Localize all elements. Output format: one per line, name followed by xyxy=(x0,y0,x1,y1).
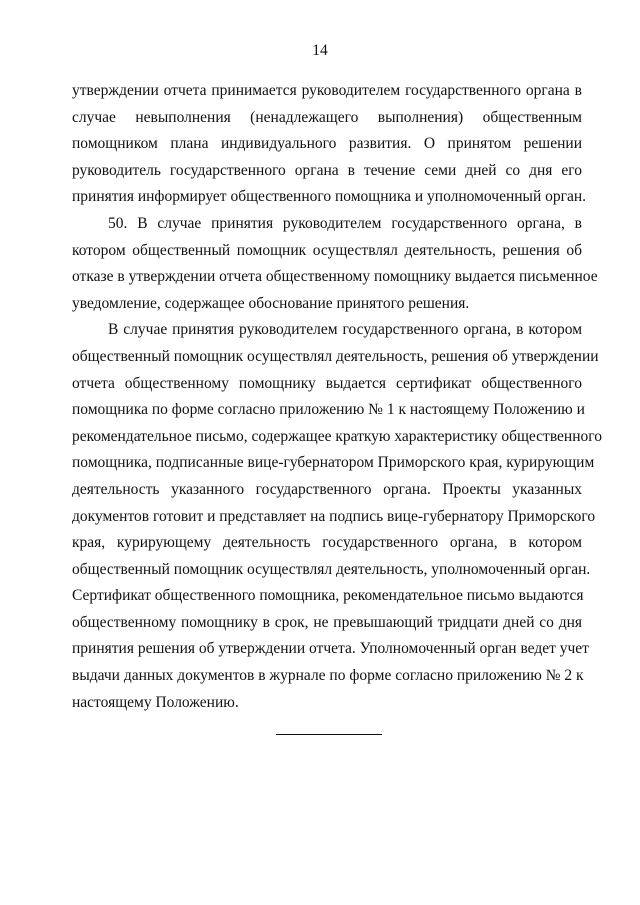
text-line: общественному помощнику в срок, не превышающий тридцати дней со дня xyxy=(72,613,582,631)
closing-rule xyxy=(276,734,382,735)
text-line: принятия решения об утверждении отчета. Уполномоченный орган ведет учет xyxy=(72,640,589,658)
text-line: руководитель государственного органа в течение семи дней со дня его xyxy=(72,161,582,179)
text-line: 50. В случае принятия руководителем государственного органа, в xyxy=(108,214,582,232)
paragraph-approval xyxy=(72,317,602,716)
text-line: общественный помощник осуществлял деятельность, решения об утверждении xyxy=(72,347,599,365)
paragraph-continuation xyxy=(72,78,587,211)
text-line: помощником плана индивидуального развития. О принятом решении xyxy=(72,135,582,153)
text-line: документов готовит и представляет на подпись вице-губернатору Приморского xyxy=(72,507,596,525)
text-line: края, курирующему деятельность государственного органа, в котором xyxy=(72,534,582,552)
text-line: случае невыполнения (ненадлежащего выполнения) общественным xyxy=(72,108,582,126)
text-line: Сертификат общественного помощника, рекомендательное письмо выдаются xyxy=(72,587,584,605)
text-line: выдачи данных документов в журнале по форме согласно приложению № 2 к xyxy=(72,667,584,685)
text-line: утверждении отчета принимается руководителем государственного органа в xyxy=(72,82,582,99)
text-line: настоящему Положению. xyxy=(72,693,239,711)
text-line: котором общественный помощник осуществлял деятельность, решения об xyxy=(72,241,582,259)
text-line: помощника, подписанные вице-губернатором Приморского края, курирующим xyxy=(72,454,595,472)
paragraph-clause-50 xyxy=(72,211,598,317)
text-line: рекомендательное письмо, содержащее краткую характеристику общественного xyxy=(72,427,602,445)
text-line: принятия информирует общественного помощника и уполномоченный орган. xyxy=(72,188,587,206)
text-line: помощника по форме согласно приложению № 1 к настоящему Положению и xyxy=(72,401,585,419)
text-line: общественный помощник осуществлял деятельность, уполномоченный орган. xyxy=(72,560,591,578)
document-body xyxy=(72,78,602,716)
page-number: 14 xyxy=(312,42,328,59)
text-line: В случае принятия руководителем государственного органа, в котором xyxy=(108,321,582,339)
text-line: деятельность указанного государственного органа. Проекты указанных xyxy=(72,480,582,498)
text-line: уведомление, содержащее обоснование принятого решения. xyxy=(72,294,470,312)
text-line: отчета общественному помощнику выдается сертификат общественного xyxy=(72,374,582,392)
text-line: отказе в утверждении отчета общественному помощнику выдается письменное xyxy=(72,268,598,286)
